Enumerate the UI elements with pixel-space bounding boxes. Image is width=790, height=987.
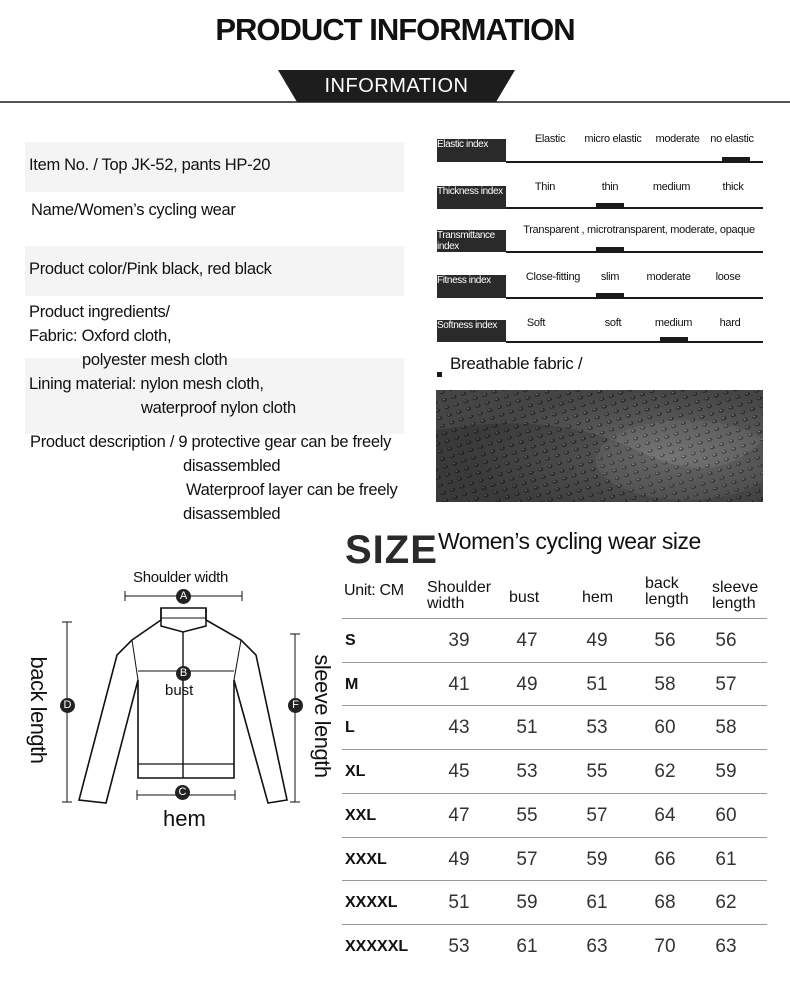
size-value: 41 [448,673,470,695]
size-value: 49 [448,848,470,870]
index-label-text: Softness index [437,320,497,331]
size-value: 63 [715,935,737,957]
size-value: 47 [516,630,538,651]
column-header: bust [509,589,540,606]
size-value: 59 [516,892,538,914]
item-number: Item No. / Top JK-52, pants HP-20 [29,156,271,174]
hem-label: hem [163,806,206,831]
index-label-text: Transmittance index [437,230,495,252]
index-option: Thin [534,181,556,193]
index-label [437,320,506,342]
size-value: 49 [516,673,538,695]
page-title: PRODUCT INFORMATION [215,12,575,47]
index-label [437,275,506,298]
index-scale-line [506,297,763,299]
fabric-text: Fabric: Oxford cloth, [29,327,172,345]
size-label: S [345,632,356,649]
index-option: medium [654,317,693,329]
index-label [437,230,506,252]
product-color: Product color/Pink black, red black [29,260,272,278]
size-value: 62 [654,761,676,783]
product-name: Name/Women’s cycling wear [31,201,236,219]
description-text-2: disassembled [183,457,281,475]
index-option: moderate [646,271,691,283]
lining-text: Lining material: nylon mesh cloth, [29,375,264,393]
marker-a: A [176,589,191,604]
index-option: Soft [526,317,546,329]
index-label-text: Elastic index [437,139,488,150]
column-header: Shoulder width [427,579,492,612]
index-label-text: Fitness index [437,275,491,286]
index-option: Elastic [534,133,566,145]
index-option: soft [604,317,622,329]
bullet-square [437,372,442,377]
marker-b: B [176,666,191,681]
marker-c: C [175,785,190,800]
fabric-text-2: polyester mesh cloth [82,351,228,369]
description-text-3: Waterproof layer can be freely [186,481,398,499]
size-value: 43 [448,717,470,739]
lining-text-2: waterproof nylon cloth [141,399,296,417]
index-option: thin [601,181,619,193]
table-divider [342,662,767,663]
size-value: 59 [715,761,737,783]
index-scale-line [506,161,763,163]
fabric-note: Breathable fabric / [450,354,583,373]
column-header: hem [582,589,614,606]
index-selected-marker [660,337,688,341]
index-option: medium [652,181,691,193]
size-value: 57 [586,804,608,826]
table-divider [342,880,767,881]
index-option: moderate [655,133,700,145]
index-option: micro elastic [584,133,642,145]
size-value: 62 [715,892,737,914]
product-ingredients: Product ingredients/ [29,303,170,321]
size-value: 39 [448,630,470,651]
size-value: 58 [715,717,737,739]
size-value: 53 [586,717,608,739]
size-label: L [345,719,355,737]
index-option: thick [722,181,744,193]
size-label: XXXXL [345,894,398,912]
index-option: hard [719,317,741,329]
size-heading: SIZE [345,528,438,572]
size-value: 58 [654,673,676,695]
size-value: 55 [586,761,608,783]
size-value: 61 [586,892,608,914]
size-value: 70 [654,935,676,957]
index-option: loose [715,271,741,283]
index-option: Close-fitting [525,271,581,283]
column-header: back length [645,575,689,608]
marker-f: F [288,698,303,713]
size-value: 45 [448,761,470,783]
index-scale-line [506,341,763,343]
shoulder-width-label: Shoulder width [133,569,229,586]
sleeve-length-label: sleeve length [310,654,335,778]
size-value: 47 [448,804,470,826]
index-selected-marker [722,157,750,161]
unit-label: Unit: CM [344,582,404,599]
index-scale-line [506,207,763,209]
size-value: 56 [715,630,737,651]
fabric-photo [436,390,763,502]
size-value: 49 [586,630,608,651]
size-label: XXXXXL [345,937,409,955]
size-label: XXL [345,806,377,824]
size-value: 56 [654,630,676,651]
index-scale-line [506,251,763,253]
size-label: M [345,675,359,693]
index-label [437,186,506,209]
table-divider [342,618,767,619]
back-length-label: back length [26,656,51,764]
index-label-text: Thickness index [437,186,503,197]
size-value: 51 [516,717,538,739]
size-value: 57 [715,673,737,695]
size-value: 53 [448,935,470,957]
index-option: slim [600,271,620,283]
description-text: Product description / 9 protective gear can be freely [30,433,392,451]
index-options-text: Transparent , microtransparent, moderate, opaque [523,224,755,236]
table-divider [342,837,767,838]
size-value: 60 [654,717,676,739]
table-divider [342,749,767,750]
size-label: XXXL [345,850,387,868]
size-label: XL [345,763,366,781]
size-value: 61 [715,848,737,870]
index-selected-marker [596,247,624,251]
size-value: 61 [516,935,538,957]
size-value: 57 [516,848,538,870]
index-selected-marker [596,293,624,297]
index-selected-marker [596,203,624,207]
table-divider [342,705,767,706]
size-value: 51 [448,892,470,914]
size-value: 55 [516,804,538,826]
size-value: 66 [654,848,676,870]
size-value: 60 [715,804,737,826]
size-value: 53 [516,761,538,783]
column-header: sleeve length [712,579,759,612]
size-value: 68 [654,892,676,914]
table-divider [342,793,767,794]
size-value: 63 [586,935,608,957]
index-option: no elastic [710,133,754,145]
index-label [437,139,506,162]
jacket-diagram [20,560,340,840]
table-divider [342,924,767,925]
size-value: 64 [654,804,676,826]
size-table-title: Women’s cycling wear size [438,528,701,554]
size-value: 51 [586,673,608,695]
bust-label: bust [165,682,194,699]
section-banner-label: INFORMATION [324,75,469,97]
marker-d: D [60,698,75,713]
size-value: 59 [586,848,608,870]
description-text-4: disassembled [183,505,281,523]
